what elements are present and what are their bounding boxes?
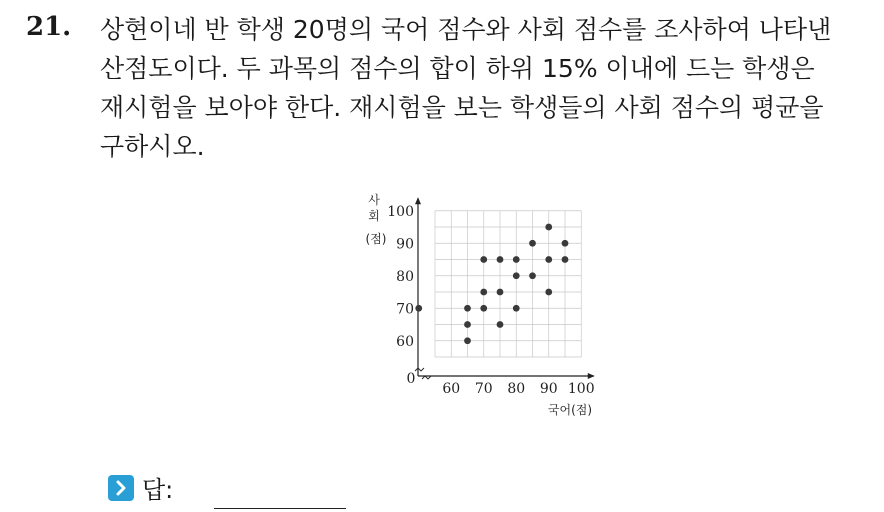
data-point xyxy=(497,321,504,328)
question-line: 재시험을 보아야 한다. 재시험을 보는 학생들의 사회 점수의 평균을 xyxy=(100,93,824,122)
data-point xyxy=(480,289,487,296)
y-tick-label: 90 xyxy=(396,236,414,253)
data-point xyxy=(545,289,552,296)
data-point xyxy=(497,256,504,263)
data-point xyxy=(464,321,471,328)
data-point xyxy=(529,240,536,247)
data-point xyxy=(562,256,569,263)
question-line: 상현이네 반 학생 20명의 국어 점수와 사회 점수를 조사하여 나타낸 xyxy=(100,15,832,44)
y-tick-label: 80 xyxy=(396,268,414,285)
answer-area xyxy=(108,470,173,505)
x-tick-label: 100 xyxy=(567,381,595,397)
y-axis-label: 회 xyxy=(368,209,380,223)
question-number: 21. xyxy=(26,12,72,42)
data-point xyxy=(480,305,487,312)
data-point xyxy=(562,240,569,247)
answer-label: 답: xyxy=(142,476,174,504)
y-axis-break xyxy=(415,368,424,371)
data-point xyxy=(545,224,552,231)
data-point xyxy=(513,272,520,279)
question-line: 구하시오. xyxy=(100,132,205,161)
y-axis-label: 사 xyxy=(368,193,380,207)
y-tick-label: 60 xyxy=(396,333,414,350)
data-point xyxy=(513,256,520,263)
chevron-right-icon xyxy=(108,475,134,501)
x-tick-label: 60 xyxy=(442,381,461,397)
y-axis-label: (점) xyxy=(365,232,387,246)
y-tick-label: 100 xyxy=(387,203,414,220)
data-point xyxy=(464,305,471,312)
x-tick-label: 90 xyxy=(539,381,558,397)
x-tick-label: 80 xyxy=(507,381,526,397)
question-line: 산점도이다. 두 과목의 점수의 합이 하위 15% 이내에 드는 학생은 xyxy=(100,54,815,83)
y-tick-label: 70 xyxy=(396,301,414,318)
data-point xyxy=(545,256,552,263)
data-point xyxy=(464,337,471,344)
data-point xyxy=(480,256,487,263)
y-axis-arrow xyxy=(415,197,421,204)
answer-blank[interactable] xyxy=(214,508,346,509)
data-point xyxy=(497,289,504,296)
x-axis-label: 국어(점) xyxy=(547,403,593,417)
origin-label: 0 xyxy=(406,371,416,387)
data-point xyxy=(513,305,520,312)
data-point xyxy=(529,272,536,279)
data-point xyxy=(415,305,422,312)
x-tick-label: 70 xyxy=(474,381,493,397)
x-axis-arrow xyxy=(588,373,595,379)
